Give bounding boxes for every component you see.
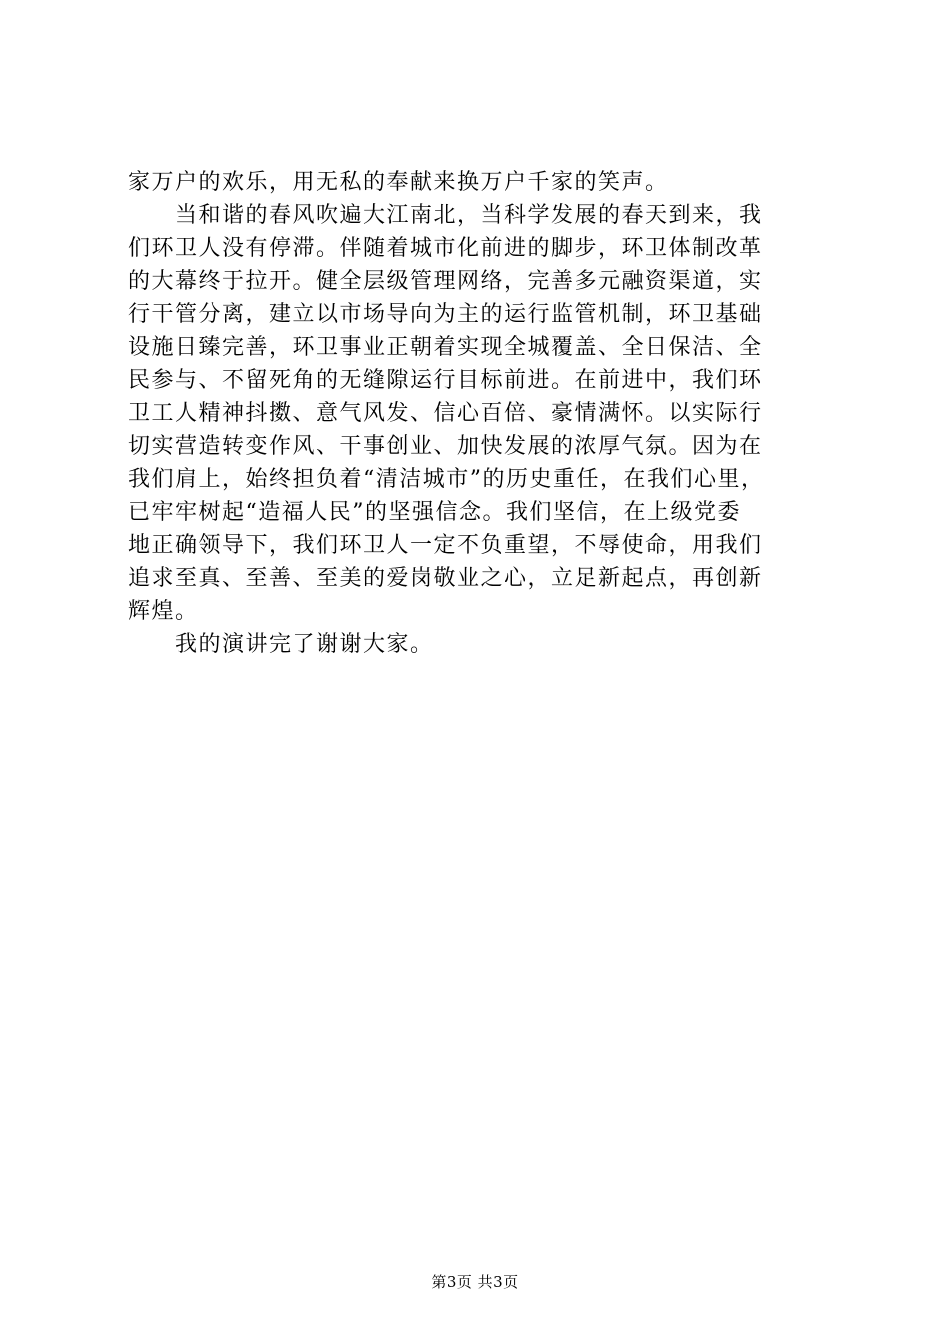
page-number-label: 第3页 共3页 [431, 1273, 519, 1291]
text-line: 设施日臻完善，环卫事业正朝着实现全城覆盖、全日保洁、全 [128, 335, 763, 360]
page-footer [0, 1272, 950, 1292]
text-line: 切实营造转变作风、干事创业、加快发展的浓厚气氛。因为在 [128, 434, 763, 459]
text-line: 行干管分离，建立以市场导向为主的运行监管机制，环卫基础 [128, 302, 763, 327]
text-line: 地正确领导下，我们环卫人一定不负重望，不辱使命，用我们 [128, 533, 763, 558]
text-line: 辉煌。 [128, 599, 199, 624]
text-line: 我们肩上，始终担负着“清洁城市”的历史重任，在我们心里， [128, 467, 765, 492]
text-line: 们环卫人没有停滞。伴随着城市化前进的脚步，环卫体制改革 [128, 236, 763, 261]
document-body [128, 166, 848, 661]
text-line: 当和谐的春风吹遍大江南北，当科学发展的春天到来，我 [128, 203, 763, 228]
text-line: 的大幕终于拉开。健全层级管理网络，完善多元融资渠道，实 [128, 269, 763, 294]
text-line: 卫工人精神抖擞、意气风发、信心百倍、豪情满怀。以实际行 [128, 401, 763, 426]
text-line: 追求至真、至善、至美的爱岗敬业之心，立足新起点，再创新 [128, 566, 763, 591]
text-line: 我的演讲完了谢谢大家。 [128, 632, 434, 657]
text-line: 家万户的欢乐，用无私的奉献来换万户千家的笑声。 [128, 170, 669, 195]
text-line: 民参与、不留死角的无缝隙运行目标前进。在前进中，我们环 [128, 368, 763, 393]
text-line: 已牢牢树起“造福人民”的坚强信念。我们坚信，在上级党委 [128, 500, 741, 525]
